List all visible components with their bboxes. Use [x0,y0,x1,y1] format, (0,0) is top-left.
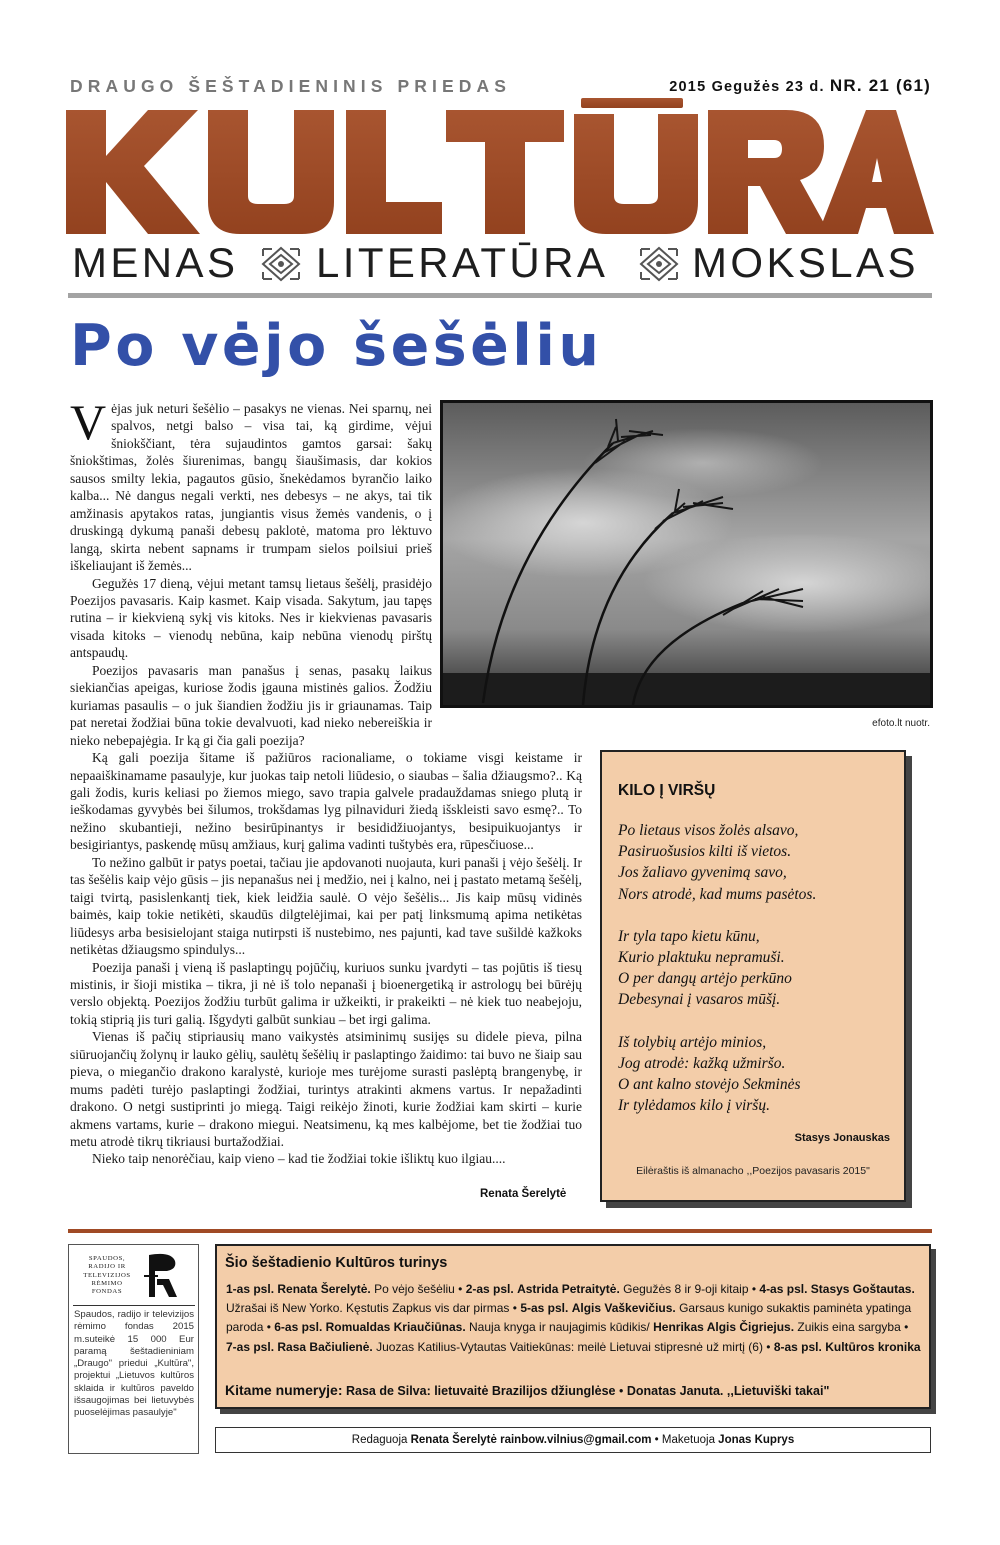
photo-credit: efoto.lt nuotr. [872,718,930,729]
section-menas: MENAS [72,239,239,286]
fund-logo-icon [141,1251,181,1301]
fund-name: SPAUDOS, RADIJO IR TELEVIZIJOS RĖMIMO FONDAS [83,1255,131,1296]
drop-cap: V [70,394,107,450]
section-literatura: LITERATŪRA [316,239,609,286]
article-paragraph: Nieko taip nenorėčiau, kaip vieno – kad tie žodžiai tokie išliktų kuo ilgiau.... [92,1151,506,1167]
editor-name: Renata Šerelytė [410,1434,497,1446]
contents-title: Šio šeštadienio Kultūros turinys [225,1255,448,1271]
article-paragraph: Gegužės 17 dieną, vėjui metant tamsų lietaus šešėlį, prasidėjo Poezijos pavasaris. Kaip kasmet. Kaip visada. Sakytum, jau tapęs rutina – ir kiekvieną sykį vis kitoks. Nes ir kiekvienas pavasaris visada kitoks – vienodų nebūna, kaip nebūna vienodų pirštų antspaudų. [70,575,432,661]
folk-ornament-icon [638,245,680,283]
article-author: Renata Šerelytė [480,1188,567,1200]
poem-author: Stasys Jonauskas [794,1132,890,1144]
poem-stanza: Iš tolybių artėjo minios, Jog atrodė: kažką užmiršo. O ant kalno stovėjo Sekminės Ir tylėdamos kilo į viršų. [618,1033,801,1115]
kultura-logo [66,98,934,240]
poem-box [600,750,906,1202]
article-body [70,394,582,1168]
divider [68,293,932,298]
fund-notice [68,1244,199,1454]
issue-number: NR. 21 (61) [829,76,931,95]
poem-stanza: Po lietaus visos žolės alsavo, Pasiruošusios kilti iš vietos. Jos žaliavo gyvenimą savo, Nors atrodė, kad mums pasėtos. [618,822,817,903]
supplement-title: DRAUGO ŠEŠTADIENINIS PRIEDAS [70,76,511,96]
folk-ornament-icon [260,245,302,283]
article-paragraph: Poezijos pavasaris man panašus į senas, pasakų laikus siekiančias apeigas, kuriose žodis įgauna mistinės galios. Žodžiu kuriamas pasaulis – o juk šiandien žodžiu jis ir griaunamas. Taip pat neretai žodžiai būna tokie devalvuoti, kad nieko nebereiškia ir nieko nebepajėgia. Ir ką gi čia gali poezija? [70,662,432,748]
article-paragraph: Poezija panaši į vieną iš paslaptingų pojūčių, kuriuos sunku įvardyti – tas pojūtis iš tiesų mistinis, ir šioji mistika – tikra, ji nė iš tolo nepanaši į bioenergetiką ir astrologų bei būrėjų verslo objektą. Poezijos žodžiu turbūt galima ir užkeikti, ir prakeikti – nė kiek tuo neabejoju, tokią stiprią jis turi galią. Išgydyti galbūt sunkiau – bet irgi galima. [70,959,582,1027]
article-paragraph: To nežino galbūt ir patys poetai, tačiau jie apdovanoti nuojauta, kuri panaši į vėjo šešėlį. Ir tas šešėlis kaip vėjo gūsis – jis nepanašus nei į medžio, nei į kalno, nei į pastato metamą šešėlį, taigi tvirtą, pasislenkantį tiek, kiek leidžia saulė. O vėjo šešėlis... Jis kaip mūsų vidinės baimės, kaip tokie netikėti, skaudūs dilgtelėjimai, kai per patį linksmumą apima netikėtas liūdesys arba besisielojant staiga nutirpsti iš nustebimo, nes pajunti, kad tave sušildė kažkoks netikėtas džiaugsmo spindulys... [70,854,582,958]
next-issue-item: Donatas Januta. ,,Lietuviški takai" [626,1384,830,1398]
article-paragraph: Vienas iš pačių stipriausių mano vaikystės atsiminimų susijęs su didele pieva, pilna siūruojančių žolynų ir lauko gėlių, saulėtų šešėlių ir paslaptingo žaidimo: tai buvo ne šiaip sau pieva, o miegančio drakono karalystė, kurioje mes turėjome surasti paslėptą brangenybę, ir mums padėti turėjo paslaptingi žodžiai, turintys atrakinti akmens vartus. Ir nepažadinti drakono. O netgi sustiprinti jo miegą. Taigi reikėjo žinoti, kurie žodžiai kam skirti – kurie akmens vartams, kurie – drakono miegui. Neatsimenu, ką mes kalbėjome, bet tie žodžiai tuo metu atrodė tikrų tikriausi burtažodžiai. [70,1029,582,1150]
next-issue-label: Kitame numeryje: [225,1382,343,1398]
issue-info [669,76,931,96]
divider [68,1229,932,1233]
divider [73,1305,195,1306]
section-banner [72,240,930,290]
section-mokslas: MOKSLAS [692,239,919,286]
page-title: Po vėjo šešėliu [70,313,603,379]
layout-name: Jonas Kuprys [718,1434,795,1446]
poem-stanza: Ir tyla tapo kietu kūnu, Kurio plaktuku nepramuši. O per dangų artėjo perkūno Debesynai į vasaros mūšį. [618,927,792,1009]
fund-text: Spaudos, radijo ir televizijos rėmimo fondas 2015 m.suteikė 15 000 Eur paramą šeštadieniniam „Draugo" priedui „Kultūra", projektui „Lietuvos kultūros sklaida ir kultūros paveldo išsaugojimas bei lietuvybės puoselėjimas pasaulyje" [74,1309,194,1419]
article-paragraph: Ką gali poezija šitame iš pažiūros racionaliame, o tokiame visgi keistame ir nepaaiškinamame pasaulyje, kur juokas taip netoli liūdesio, o siaubas – šalia džiaugsmo?.. Ką gali žodis, kuris keliasi po žiemos miego, savo trapia galvele pradauždamas sniego plutą ir ieškodamas gyvybės bei šilumos, trokšdamas lyg pilnaviduri žiedą išskleisti savo esmę?.. To nežino skubantieji, nežino besirūpinantys ir besididžiuojantys, besipuikuojantys ir besigiriantys, paskendę mūsų amžiaus, kurį galima vadinti tuštybės era, rūpesčiuose... [70,750,582,853]
next-issue: Kitame numeryje: Rasa de Silva: lietuvaitė Brazilijos džiunglėse • Donatas Januta. ,,Lietuviški takai" [225,1382,830,1398]
poem-title: KILO Į VIRŠŲ [618,782,716,799]
poem-source: Eilėraštis iš almanacho ,,Poezijos pavasaris 2015" [636,1165,870,1177]
editor-email[interactable]: rainbow.vilnius@gmail.com [500,1434,652,1446]
issue-date: 2015 Gegužės 23 d. [669,79,825,95]
contents-box [215,1244,931,1409]
article-paragraph: Vėjas juk neturi šešėlio – pasakys ne vienas. Nei sparnų, nei spalvos, netgi balso – visa tai, ką girdime, vėjui šniokščiant, tėra sujaudintos gamtos garsai: šakų šniokštimas, žolės šiurenimas, bangų šiaušimasis, dar kokios sausos smilty lekia, pagautos gūsio, šnekėdamos byrančio laiko kalba... Nė dangus negali verkti, nes debesys – ne akys, tai tik amžinasis apytakos ratas, jungiantis visus žemės vandenis, o į druskingą dykumą panaši debesų paklotė, matoma pro lėktuvo langą, skirta nebent sapnams ir trumpam sielos poilsiui prieš iškeliaujant iš žemės... [70,394,432,574]
credits-footer: Redaguoja Renata Šerelytė rainbow.vilnius@gmail.com • Maketuoja Jonas Kuprys [215,1427,931,1453]
next-issue-item: Rasa de Silva: lietuvaitė Brazilijos džiunglėse [345,1384,616,1398]
contents-list: 1-as psl. Renata Šerelytė. Po vėjo šešėliu • 2-as psl. Astrida Petraitytė. Gegužės 8 ir 9-oji kitaip • 4-as psl. Stasys Goštautas. Užrašai iš New Yorko. Kęstutis Zapkus vis dar pirmas • 5-as psl. Algis Vaškevičius. Garsaus kunigo sukaktis paminėta ypatinga paroda • 6-as psl. Romualdas Kriaučiūnas. Nauja knyga ir naujagimis kūdikis/ Henrikas Algis Čigriejus. Zuikis eina sargyba • 7-as psl. Rasa Bačiulienė. Juozas Katilius-Vytautas Vaitiekūnas: meilė Lietuvai stipresnė už mirtį (6) • 8-as psl. Kultūros kronika [226,1282,921,1354]
